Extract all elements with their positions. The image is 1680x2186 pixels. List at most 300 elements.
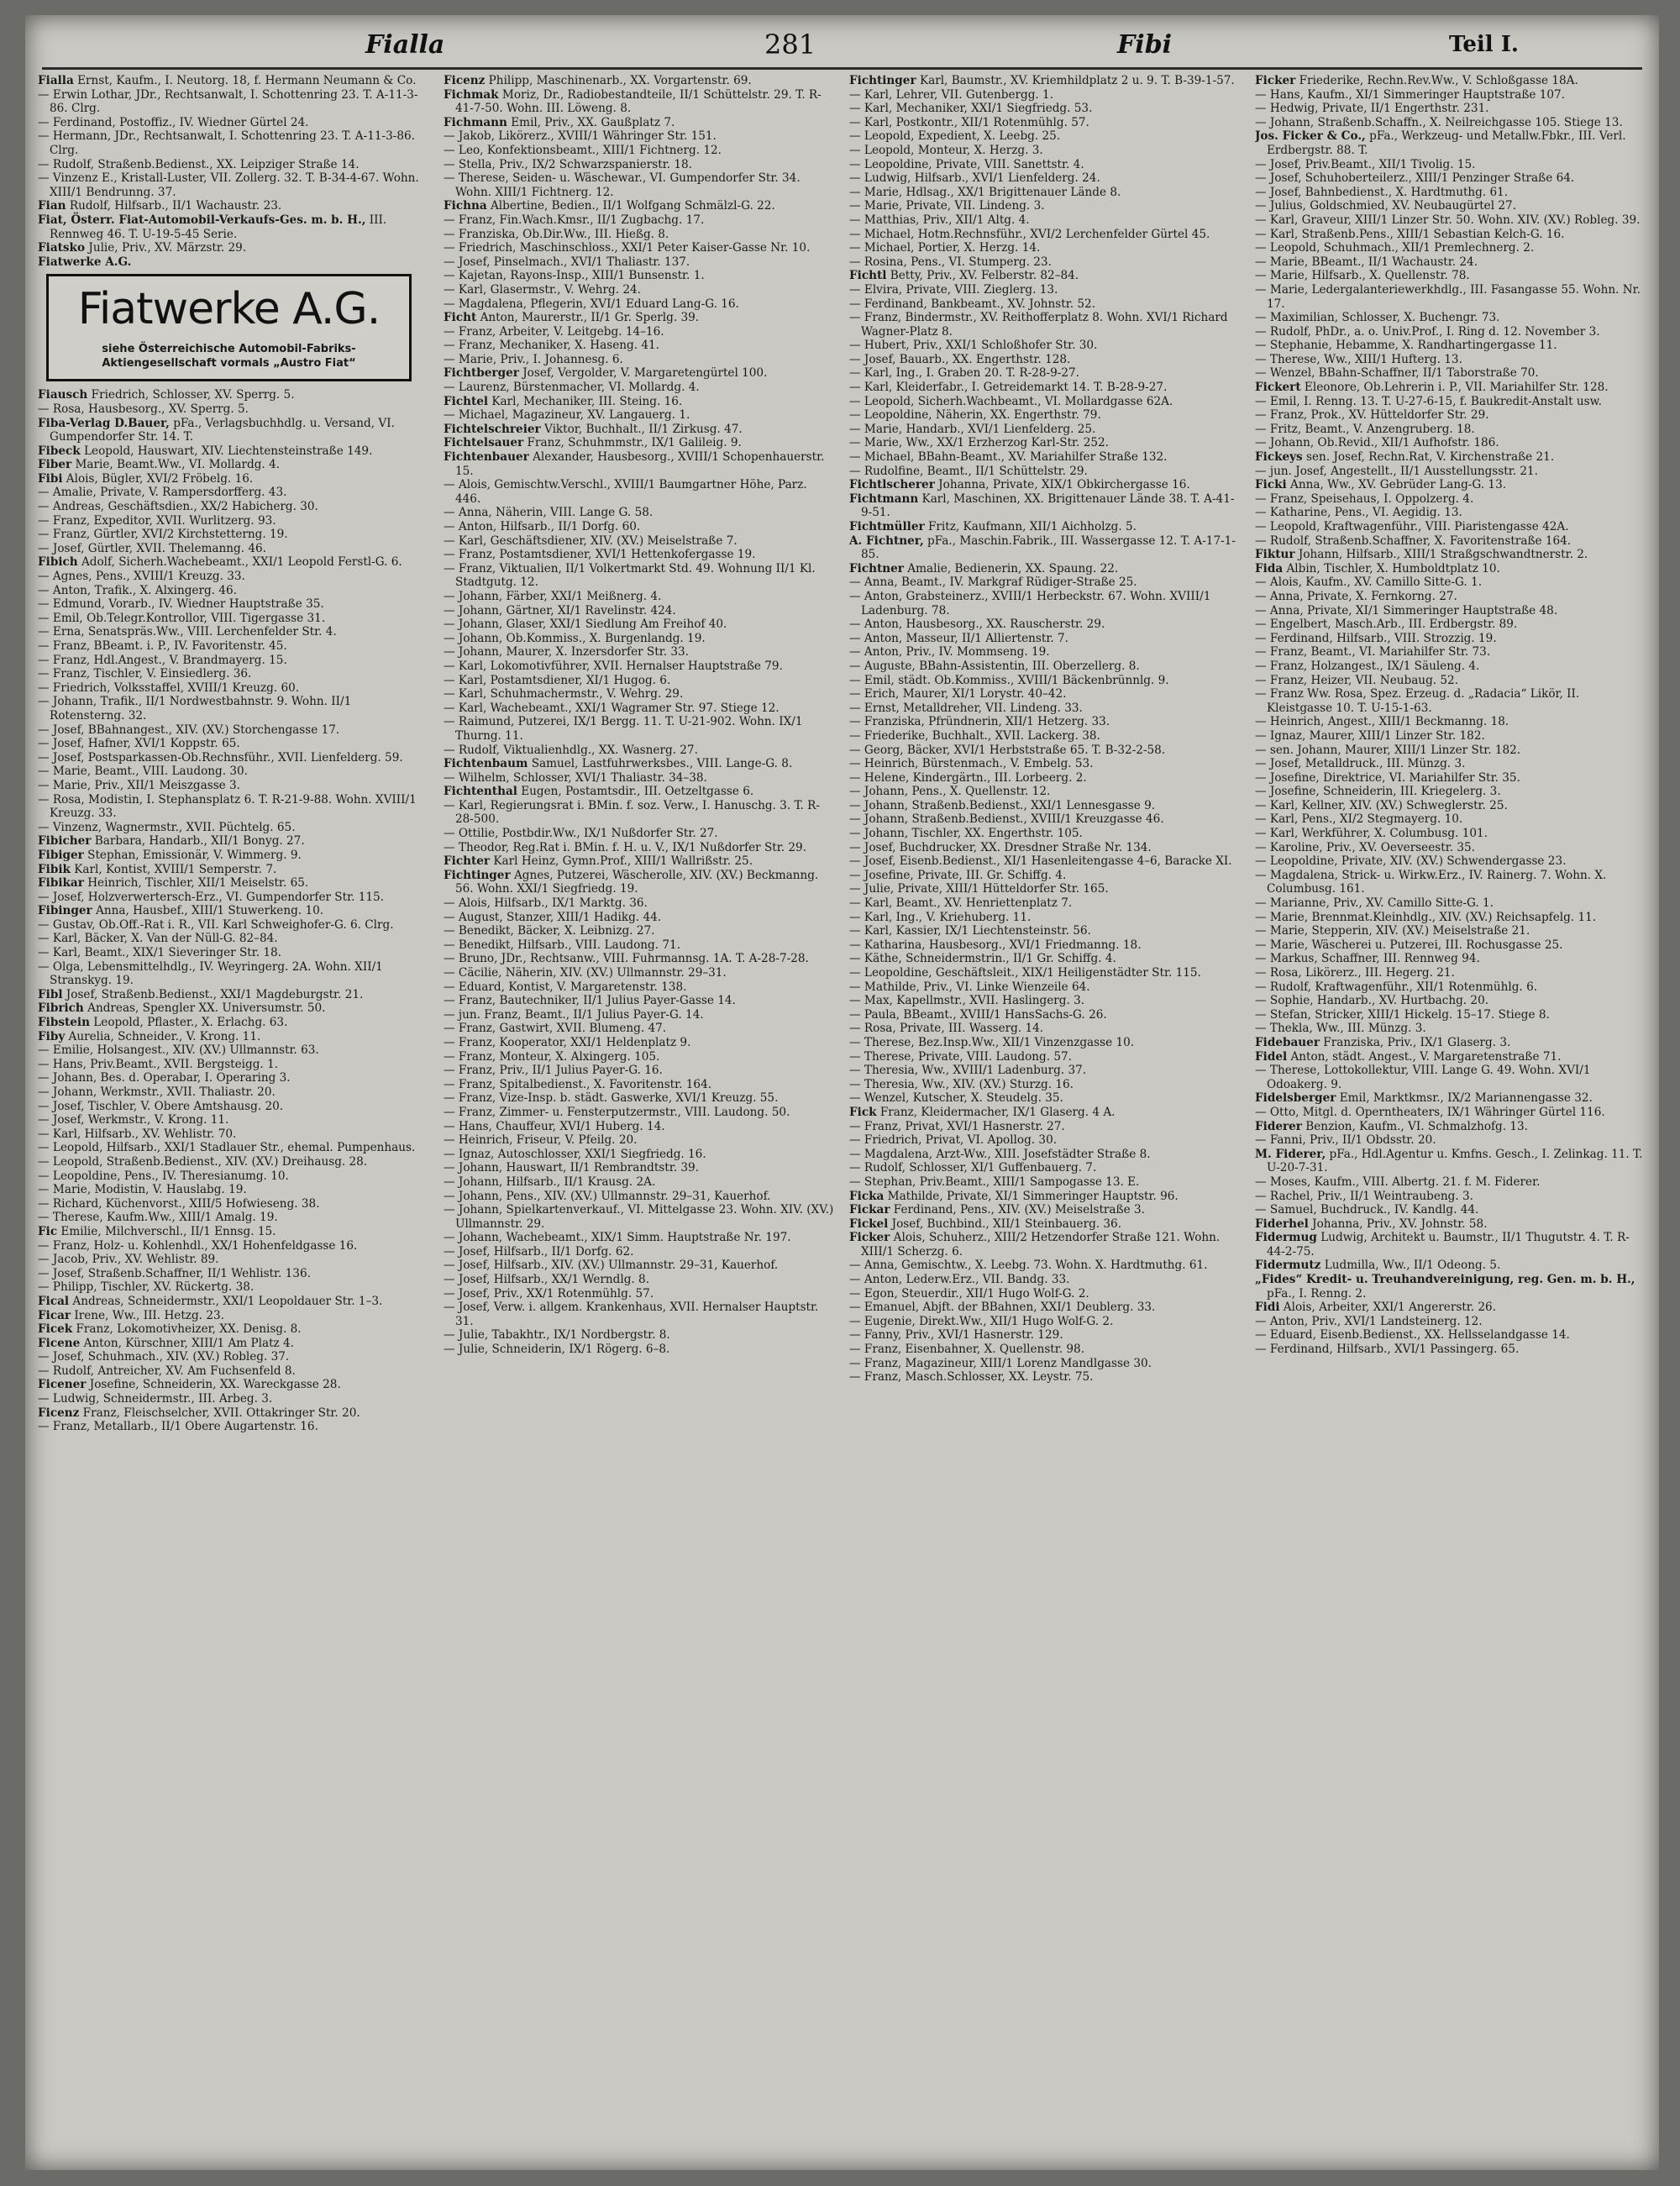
directory-entry	[1255, 1203, 1646, 1217]
directory-entry	[1255, 729, 1646, 744]
entry-details: Franz, Fleischselcher, XVII. Ottakringer Str. 20.	[79, 1406, 360, 1420]
entry-surname: Fidermug	[1255, 1231, 1317, 1245]
directory-entry	[38, 793, 428, 821]
directory-entry	[444, 659, 834, 674]
directory-entry	[38, 1406, 428, 1421]
directory-entry	[444, 687, 834, 702]
entry-details: — Raimund, Putzerei, IX/1 Bergg. 11. T. U-21-902. Wohn. IX/1 Thurng. 11.	[444, 715, 803, 743]
directory-entry	[444, 785, 834, 799]
entry-surname: Fidebauer	[1255, 1035, 1320, 1049]
entry-surname: Fichtenbaum	[444, 757, 528, 771]
entry-details: Rudolf, Hilfsarb., II/1 Wachaustr. 23.	[66, 199, 282, 213]
directory-entry	[849, 465, 1240, 479]
entry-surname: Fichtinger	[444, 868, 511, 882]
entry-surname: Fibik	[38, 862, 71, 876]
entry-details: — Rudolf, Straßenb.Schaffner, X. Favoritenstraße 164.	[1255, 533, 1572, 548]
entry-details: Irene, Ww., III. Hetzg. 23.	[71, 1308, 224, 1322]
entry-surname: Fickel	[849, 1216, 889, 1231]
directory-entry	[1255, 1106, 1646, 1120]
directory-entry	[1255, 1190, 1646, 1204]
entry-surname: Fichtelschreier	[444, 422, 541, 436]
directory-entry	[38, 1169, 428, 1184]
entry-details: — Ludwig, Schneidermstr., III. Arbeg. 3.	[38, 1392, 273, 1406]
directory-entry	[849, 1343, 1240, 1357]
entry-details: Emilie, Milchverschl., II/1 Ennsg. 15.	[57, 1224, 276, 1238]
entry-details: Ferdinand, Pens., XIV. (XV.) Meiselstraße 3.	[890, 1203, 1145, 1217]
entry-details: Albin, Tischler, X. Humboldtplatz 10.	[1283, 561, 1500, 575]
entry-details: — Leopold, Straßenb.Bedienst., XIV. (XV.) Dreihausg. 28.	[38, 1154, 368, 1169]
advertisement-box	[46, 274, 412, 381]
entry-surname: Fibeck	[38, 444, 81, 458]
entry-details: — Therese, Private, VIII. Laudong. 57.	[849, 1049, 1072, 1064]
entry-details: — Michael, BBahn-Beamt., XV. Mariahilfer Straße 132.	[849, 450, 1168, 465]
directory-entry	[444, 1161, 834, 1175]
directory-entry	[38, 834, 428, 849]
entry-details: — Johann, Gärtner, XI/1 Ravelinstr. 424.	[444, 603, 676, 617]
directory-entry	[38, 891, 428, 905]
entry-details: Johann, Hilfsarb., XIII/1 Straßgschwandtnerstr. 2.	[1294, 548, 1588, 562]
entry-details: — Karl, Beamt., XIX/1 Sieveringer Str. 18.	[38, 946, 282, 960]
entry-details: — Rudolf, PhDr., a. o. Univ.Prof., I. Ring d. 12. November 3.	[1255, 324, 1600, 339]
entry-details: — Marie, Ledergalanteriewerkhdlg., III. Fasangasse 55. Wohn. Nr. 17.	[1255, 282, 1641, 311]
entry-details: — Rosa, Private, III. Wasserg. 14.	[849, 1022, 1044, 1036]
directory-entry	[38, 528, 428, 542]
directory-entry	[849, 366, 1240, 381]
entry-details: — Rudolfine, Beamt., II/1 Schüttelstr. 29.	[849, 464, 1088, 478]
entry-details: — Therese, Seiden- u. Wäschewar., VI. Gumpendorfer Str. 34. Wohn. XIII/1 Fichtnerg. 12.	[444, 171, 801, 199]
directory-entry	[444, 506, 834, 520]
directory-entry	[38, 863, 428, 877]
directory-entry	[1255, 952, 1646, 966]
directory-entry	[1255, 436, 1646, 450]
directory-entry	[38, 241, 428, 255]
directory-entry	[849, 1008, 1240, 1022]
directory-entry	[1255, 520, 1646, 534]
entry-details: — Rudolf, Straßenb.Bedienst., XX. Leipziger Straße 14.	[38, 157, 360, 171]
directory-entry	[444, 757, 834, 771]
directory-entry	[849, 562, 1240, 576]
directory-entry	[1255, 116, 1646, 130]
directory-entry	[849, 785, 1240, 799]
directory-entry	[444, 1133, 834, 1148]
entry-details: — Josef, Straßenb.Schaffner, II/1 Wehlistr. 136.	[38, 1266, 311, 1280]
entry-details: — Leo, Konfektionsbeamt., XIII/1 Fichtnerg. 12.	[444, 143, 722, 157]
directory-entry	[849, 882, 1240, 896]
directory-entry	[849, 213, 1240, 228]
directory-entry	[1255, 1036, 1646, 1050]
directory-entry	[849, 1148, 1240, 1162]
directory-entry	[1255, 659, 1646, 674]
entry-details: — Karl, Lehrer, VII. Gutenbergg. 1.	[849, 87, 1054, 102]
entry-details: — Karl, Lokomotivführer, XVII. Hernalser Hauptstraße 79.	[444, 659, 783, 673]
entry-details: — Katharine, Pens., VI. Aegidig. 13.	[1255, 506, 1462, 520]
entry-details: — Josef, Priv., XX/1 Rotenmühlg. 57.	[444, 1286, 654, 1301]
directory-entry	[849, 534, 1240, 562]
directory-entry	[444, 436, 834, 450]
entry-details: — Stephanie, Hebamme, X. Randhartingergasse 11.	[1255, 339, 1557, 353]
directory-entry	[444, 980, 834, 995]
entry-surname: Ficka	[849, 1189, 885, 1203]
entry-details: — Auguste, BBahn-Assistentin, III. Oberzellerg. 8.	[849, 659, 1140, 673]
entry-details: — Emanuel, Abjft. der BBahnen, XXI/1 Deublerg. 33.	[849, 1301, 1156, 1315]
directory-entry	[849, 436, 1240, 450]
directory-entry	[444, 744, 834, 758]
directory-page	[25, 15, 1659, 2170]
directory-entry	[38, 918, 428, 933]
entry-details: — Franz, Mechaniker, X. Haseng. 41.	[444, 339, 659, 353]
entry-details: — Josef, Postsparkassen-Ob.Rechnsführ., XVII. Lienfelderg. 59.	[38, 750, 403, 765]
entry-details: — Emil, städt. Ob.Kommiss., XVIII/1 Bäckenbrünnlg. 9.	[849, 673, 1169, 687]
entry-details: — Marie, Brennmat.Kleinhdlg., XIV. (XV.) Reichsapfelg. 11.	[1255, 910, 1597, 924]
entry-details: — Maximilian, Schlosser, X. Buchengr. 73.	[1255, 311, 1500, 325]
entry-details: — Josef, Metalldruck., III. Münzg. 3.	[1255, 757, 1466, 771]
entry-details: Ludwig, Architekt u. Baumstr., II/1 Thugutstr. 4. T. R-44-2-75.	[1267, 1231, 1630, 1259]
directory-entry	[444, 1022, 834, 1036]
directory-entry	[444, 1245, 834, 1259]
directory-entry	[444, 1175, 834, 1190]
entry-details: — Johann, Ob.Kommiss., X. Burgenlandg. 19.	[444, 631, 706, 645]
entry-details: — Eugenie, Direkt.Ww., XII/1 Hugo Wolf-G. 2.	[849, 1314, 1114, 1328]
entry-details: — Anton, Hilfsarb., II/1 Dorfg. 60.	[444, 520, 641, 533]
entry-details: — Leopold, Sicherh.Wachbeamt., VI. Mollardgasse 62A.	[849, 394, 1173, 408]
entry-surname: Fichter	[444, 854, 491, 869]
directory-entry	[849, 911, 1240, 925]
entry-surname: Fiderhel	[1255, 1216, 1309, 1231]
entry-details: — Benedikt, Hilfsarb., VIII. Laudong. 71.	[444, 938, 681, 952]
entry-details: — Heinrich, Friseur, V. Pfeilg. 20.	[444, 1133, 638, 1148]
directory-entry	[1255, 408, 1646, 423]
entry-details: — Anton, Priv., IV. Mommseng. 19.	[849, 645, 1050, 659]
directory-entry	[444, 1120, 834, 1134]
entry-details: — Marie, Hdlsag., XX/1 Brigittenauer Lände 8.	[849, 185, 1121, 199]
entry-details: — Agnes, Pens., XVIII/1 Kreuzg. 33.	[38, 570, 245, 584]
directory-entry	[444, 395, 834, 409]
directory-entry	[1255, 1175, 1646, 1190]
directory-entry	[38, 1309, 428, 1323]
entry-details: — Julius, Goldschmied, XV. Neubaugürtel 27.	[1255, 199, 1517, 213]
entry-details: — Stephan, Priv.Beamt., XIII/1 Sampogasse 13. E.	[849, 1174, 1140, 1189]
entry-details: — Karl, Postamtsdiener, XI/1 Hugog. 6.	[444, 673, 671, 687]
entry-details: Josefine, Schneiderin, XX. Wareckgasse 28.	[86, 1378, 341, 1392]
entry-details: — Max, Kapellmstr., XVII. Haslingerg. 3.	[849, 994, 1085, 1008]
directory-entry	[38, 1141, 428, 1155]
entry-surname: Ficker	[1255, 74, 1296, 87]
directory-entry	[849, 1287, 1240, 1301]
entry-details: — Rudolf, Antreicher, XV. Am Fuchsenfeld 8.	[38, 1364, 296, 1378]
entry-details: — Leopoldine, Geschäftsleit., XIX/1 Heiligenstädter Str. 115.	[849, 966, 1201, 980]
entry-details: Eleonore, Ob.Lehrerin i. P., VII. Mariahilfer Str. 128.	[1300, 381, 1609, 395]
entry-details: — Theresia, Ww., XIV. (XV.) Sturzg. 16.	[849, 1077, 1074, 1091]
directory-entry	[1255, 74, 1646, 88]
directory-entry	[1255, 1050, 1646, 1064]
directory-entry	[38, 751, 428, 765]
directory-entry	[1255, 757, 1646, 771]
directory-entry	[1255, 854, 1646, 869]
directory-entry	[1255, 687, 1646, 715]
directory-entry	[849, 1120, 1240, 1134]
entry-details: — Franz, Arbeiter, V. Leitgebg. 14–16.	[444, 324, 664, 339]
column-1-bottom-entries	[38, 388, 428, 1434]
directory-entry	[444, 478, 834, 506]
entry-details: — Franz, Speisehaus, I. Oppolzerg. 4.	[1255, 491, 1474, 506]
directory-entry	[38, 681, 428, 696]
entry-surname: Ficki	[1255, 478, 1287, 492]
column-1-top-entries	[38, 74, 428, 269]
entry-details: — Karl, Kleiderfabr., I. Getreidemarkt 14. T. B-28-9-27.	[849, 381, 1168, 395]
entry-details: Albertine, Bedien., II/1 Wolfgang Schmälzl-G. 22.	[486, 199, 775, 213]
entry-details: — Franz, Spitalbedienst., X. Favoritenstr. 164.	[444, 1077, 712, 1091]
directory-entry	[444, 952, 834, 966]
entry-surname: Fichtenbauer	[444, 450, 529, 465]
entry-details: — Ignaz, Maurer, XIII/1 Linzer Str. 182.	[1255, 728, 1485, 743]
entry-details: — Josef, Holzverwertersch-Erz., VI. Gumpendorfer Str. 115.	[38, 890, 384, 904]
entry-details: — August, Stanzer, XIII/1 Hadikg. 44.	[444, 910, 662, 924]
directory-entry	[1255, 465, 1646, 479]
entry-details: — Andreas, Geschäftsdien., XX/2 Habicherg. 30.	[38, 500, 318, 514]
entry-details: — Moses, Kaufm., VIII. Albertg. 21. f. M. Fiderer.	[1255, 1174, 1541, 1189]
directory-entry	[849, 520, 1240, 534]
entry-details: — Gustav, Ob.Off.-Rat i. R., VII. Karl Schweighofer-G. 6. Clrg.	[38, 917, 394, 932]
entry-details: — Josef, Werkmstr., V. Krong. 11.	[38, 1113, 229, 1127]
directory-entry	[1255, 869, 1646, 896]
directory-entry	[849, 896, 1240, 911]
entry-details: — Ferdinand, Hilfsarb., XVI/1 Passingerg. 65.	[1255, 1343, 1520, 1357]
directory-entry	[1255, 255, 1646, 270]
entry-details: — Franz, Privat, XVI/1 Hasnerstr. 27.	[849, 1119, 1065, 1133]
directory-entry	[38, 946, 428, 960]
directory-entry	[849, 687, 1240, 702]
entry-details: — Therese, Ww., XIII/1 Hufterg. 13.	[1255, 352, 1462, 366]
entry-details: — Karl, Ing., I. Graben 20. T. R-28-9-27.	[849, 366, 1079, 381]
directory-entry	[1255, 158, 1646, 172]
entry-details: Samuel, Lastfuhrwerksbes., VIII. Lange-G. 8.	[528, 757, 793, 771]
directory-entry	[1255, 632, 1646, 646]
directory-entry	[38, 654, 428, 668]
directory-entry	[444, 325, 834, 339]
entry-details: Agnes, Putzerei, Wäscherolle, XIV. (XV.) Beckmanng. 56. Wohn. XXI/1 Siegfriedg. 19.	[455, 868, 819, 896]
entry-surname: Fichtinger	[849, 74, 916, 87]
entry-details: — Wilhelm, Schlosser, XVI/1 Thaliastr. 34–38.	[444, 770, 707, 785]
header-part-label: Teil I.	[1449, 32, 1519, 57]
directory-entry	[38, 1183, 428, 1197]
header-right-keyword: Fibi	[1117, 30, 1173, 60]
entry-details: — Georg, Bäcker, XVI/1 Herbststraße 65. T. B-32-2-58.	[849, 743, 1166, 757]
directory-entry	[1255, 1091, 1646, 1106]
entry-details: — Friedrich, Volksstaffel, XVIII/1 Kreuzg. 60.	[38, 680, 300, 695]
directory-entry	[849, 311, 1240, 339]
entry-details: — Josef, Hilfsarb., XIV. (XV.) Ullmannstr. 29–31, Kauerhof.	[444, 1259, 779, 1273]
directory-entry	[444, 1036, 834, 1050]
column-4-entries	[1255, 74, 1646, 1357]
entry-details: — Johann, Trafik., II/1 Nordwestbahnstr. 9. Wohn. II/1 Rotensterng. 32.	[38, 695, 352, 723]
directory-entry	[444, 632, 834, 646]
directory-entry	[444, 129, 834, 144]
directory-entry	[849, 228, 1240, 242]
entry-details: Johanna, Priv., XV. Johnstr. 58.	[1308, 1216, 1488, 1231]
header-left-keyword: Fialla	[365, 30, 445, 60]
entry-details: — Leopold, Kraftwagenführ., VIII. Piaristengasse 42A.	[1255, 520, 1569, 533]
directory-entry	[38, 1016, 428, 1030]
entry-details: — Franz, BBeamt. i. P., IV. Favoritenstr. 45.	[38, 639, 287, 653]
entry-details: — Engelbert, Masch.Arb., III. Erdbergstr. 89.	[1255, 617, 1518, 632]
entry-details: — Marie, Handarb., XVI/1 Lienfelderg. 25.	[849, 422, 1096, 436]
directory-entry	[444, 1259, 834, 1273]
entry-details: — Therese, Bez.Insp.Ww., XII/1 Vinzenzgasse 10.	[849, 1035, 1135, 1049]
entry-surname: Fiausch	[38, 388, 88, 402]
entry-surname: Fichtmüller	[849, 520, 925, 533]
directory-entry	[444, 171, 834, 199]
directory-entry	[1255, 785, 1646, 799]
entry-details: Anton, Maurerstr., II/1 Gr. Sperlg. 39.	[476, 311, 700, 325]
entry-details: — Johann, Spielkartenverkauf., VI. Mittelgasse 23. Wohn. XIV. (XV.) Ullmannstr. 29.	[444, 1203, 834, 1231]
directory-entry	[444, 590, 834, 604]
directory-entry	[849, 1203, 1240, 1217]
entry-details: — Anna, Näherin, VIII. Lange G. 58.	[444, 506, 654, 520]
entry-surname: Fichtl	[849, 269, 887, 283]
directory-entry	[444, 1231, 834, 1245]
entry-details: — Sophie, Handarb., XV. Hurtbachg. 20.	[1255, 994, 1489, 1008]
directory-entry	[38, 876, 428, 891]
entry-details: — Marie, Ww., XX/1 Erzherzog Karl-Str. 252.	[849, 436, 1109, 450]
directory-entry	[849, 590, 1240, 617]
entry-details: — Josef, Bahnbedienst., X. Hardtmuthg. 61.	[1255, 185, 1509, 199]
entry-details: — Stefan, Stricker, XIII/1 Hickelg. 15–17. Stiege 8.	[1255, 1007, 1550, 1022]
directory-entry	[849, 339, 1240, 353]
entry-details: — Anton, Trafik., X. Alxingerg. 46.	[38, 583, 237, 597]
directory-entry	[849, 158, 1240, 172]
directory-entry	[849, 297, 1240, 312]
entry-details: — Vinzenz E., Kristall-Luster, VII. Zollerg. 32. T. B-34-4-67. Wohn. XIII/1 Bendrunng. 37.	[38, 171, 419, 199]
entry-details: Alexander, Hausbesorg., XVIII/1 Schopenhauerstr. 15.	[455, 450, 825, 478]
directory-entry	[444, 423, 834, 437]
entry-details: sen. Josef, Rechn.Rat, V. Kirchenstraße 21.	[1302, 450, 1555, 465]
entry-details: — Wenzel, BBahn-Schaffner, II/1 Taborstraße 70.	[1255, 366, 1539, 381]
entry-details: — Karl, Werkführer, X. Columbusg. 101.	[1255, 827, 1488, 841]
entry-details: — Johann, Pens., XIV. (XV.) Ullmannstr. 29–31, Kauerhof.	[444, 1189, 771, 1203]
directory-entry	[38, 1364, 428, 1379]
entry-details: Johanna, Private, XIX/1 Obkirchergasse 16.	[934, 478, 1190, 492]
entry-details: Karl, Mechaniker, III. Steing. 16.	[488, 394, 683, 408]
entry-details: Josef, Vergolder, V. Margaretengürtel 100.	[518, 366, 768, 381]
directory-entry	[444, 869, 834, 896]
directory-entry	[849, 1064, 1240, 1078]
directory-entry	[444, 339, 834, 353]
entry-details: — Samuel, Buchdruck., IV. Kandlg. 44.	[1255, 1203, 1479, 1217]
directory-entry	[849, 1175, 1240, 1190]
directory-entry	[1255, 938, 1646, 953]
directory-entry	[849, 980, 1240, 995]
directory-entry	[1255, 994, 1646, 1008]
directory-entry	[38, 158, 428, 172]
entry-details: — Franz, Holzangest., IX/1 Säuleng. 4.	[1255, 659, 1480, 673]
page-number: 281	[764, 29, 816, 60]
entry-details: — Karl, Graveur, XIII/1 Linzer Str. 50. Wohn. XIV. (XV.) Robleg. 39.	[1255, 213, 1641, 227]
entry-details: — Benedikt, Bäcker, X. Leibnizg. 27.	[444, 924, 655, 938]
directory-entry	[444, 1343, 834, 1357]
entry-details: — Marie, Wäscherei u. Putzerei, III. Rochusgasse 25.	[1255, 938, 1563, 952]
entry-details: Marie, Beamt.Ww., VI. Mollardg. 4.	[71, 458, 281, 472]
directory-entry	[444, 158, 834, 172]
directory-entry	[444, 1190, 834, 1204]
entry-details: Benzion, Kaufm., VI. Schmalzhofg. 13.	[1301, 1119, 1529, 1133]
directory-entry	[849, 283, 1240, 297]
directory-entry	[849, 381, 1240, 395]
directory-entry	[849, 1328, 1240, 1343]
directory-entry	[849, 771, 1240, 786]
entry-details: — Rosa, Modistin, I. Stephansplatz 6. T. R-21-9-88. Wohn. XVIII/1 Kreuzg. 33.	[38, 792, 417, 821]
directory-entry	[38, 1280, 428, 1295]
directory-entry	[849, 757, 1240, 771]
entry-surname: Fian	[38, 199, 66, 213]
entry-details: III. Rennweg 46. T. U-19-5-45 Serie.	[50, 213, 387, 241]
directory-entry	[849, 1022, 1240, 1036]
entry-details: — Franz, Tischler, V. Einsiedlerg. 36.	[38, 667, 252, 681]
entry-details: — Karl, Mechaniker, XXI/1 Siegfriedg. 53.	[849, 102, 1093, 116]
entry-details: — Jakob, Likörerz., XVIII/1 Währinger Str. 151.	[444, 129, 717, 144]
entry-details: — Helene, Kindergärtn., III. Lorbeerg. 2.	[849, 770, 1087, 785]
directory-entry	[444, 283, 834, 297]
directory-entry	[849, 492, 1240, 520]
entry-details: Friedrich, Schlosser, XV. Sperrg. 5.	[87, 388, 295, 402]
entry-details: Franz, Lokomotivheizer, XX. Denisg. 8.	[72, 1322, 302, 1337]
directory-entry	[1255, 171, 1646, 186]
entry-details: — Therese, Kaufm.Ww., XIII/1 Amalg. 19.	[38, 1211, 278, 1225]
directory-entry	[38, 1085, 428, 1100]
directory-entry	[444, 896, 834, 911]
entry-details: — Rosa, Likörerz., III. Hegerg. 21.	[1255, 966, 1455, 980]
directory-entry	[849, 1106, 1240, 1120]
entry-details: — Anton, Masseur, II/1 Alliertenstr. 7.	[849, 631, 1068, 645]
entry-details: — Olga, Lebensmittelhdlg., IV. Weyringerg. 2A. Wohn. XII/1 Stranskyg. 19.	[38, 959, 383, 988]
directory-entry	[38, 388, 428, 402]
directory-entry	[849, 1091, 1240, 1106]
entry-surname: Fidel	[1255, 1049, 1288, 1064]
entry-details: — jun. Josef, Angestellt., II/1 Ausstellungsstr. 21.	[1255, 464, 1538, 478]
directory-entry	[849, 924, 1240, 938]
columns	[38, 74, 1646, 2153]
directory-entry	[444, 604, 834, 618]
directory-entry	[1255, 213, 1646, 228]
entry-details: pFa., Maschin.Fabrik., III. Wassergasse 12. T. A-17-1-85.	[861, 533, 1236, 562]
entry-details: Anton, Kürschner, XIII/1 Am Platz 4.	[80, 1336, 294, 1350]
directory-entry	[849, 199, 1240, 213]
entry-details: — Hubert, Priv., XXI/1 Schloßhofer Str. 30.	[849, 339, 1098, 353]
directory-entry	[444, 144, 834, 158]
directory-entry	[444, 1328, 834, 1343]
entry-details: Mathilde, Private, XI/1 Simmeringer Hauptstr. 96.	[884, 1189, 1179, 1203]
entry-details: — Leopoldine, Private, XIV. (XV.) Schwendergasse 23.	[1255, 854, 1567, 869]
entry-details: — Paula, BBeamt., XVIII/1 HansSachs-G. 26.	[849, 1007, 1107, 1022]
entry-surname: Jos. Ficker & Co.,	[1255, 129, 1366, 144]
directory-entry	[849, 408, 1240, 423]
entry-details: — Johann, Werkmstr., XVII. Thaliastr. 20.	[38, 1085, 276, 1099]
directory-entry	[444, 1301, 834, 1328]
directory-entry	[1255, 88, 1646, 102]
entry-details: Karl Heinz, Gymn.Prof., XIII/1 Wallrißstr. 25.	[490, 854, 753, 869]
entry-details: Anna, Hausbef., XIII/1 Stuwerkeng. 10.	[92, 904, 324, 918]
directory-entry	[38, 1043, 428, 1058]
entry-details: — Karl, Glasermstr., V. Wehrg. 24.	[444, 282, 641, 297]
entry-details: — Josef, BBahnangest., XIV. (XV.) Storchengasse 17.	[38, 723, 340, 737]
entry-details: — Magdalena, Strick- u. Wirkw.Erz., IV. Rainerg. 7. Wohn. X. Columbusg. 161.	[1255, 868, 1607, 896]
entry-details: — Theodor, Reg.Rat i. BMin. f. H. u. V., IX/1 Nußdorfer Str. 29.	[444, 840, 807, 854]
entry-details: — Karoline, Priv., XV. Oeverseestr. 35.	[1255, 840, 1475, 854]
directory-entry	[849, 1161, 1240, 1175]
directory-entry	[1255, 1120, 1646, 1134]
entry-details: Anton, städt. Angest., V. Margaretenstraße 71.	[1287, 1049, 1562, 1064]
entry-details: — Franz Ww. Rosa, Spez. Erzeug. d. „Radacia“ Likör, II. Kleistgasse 10. T. U-15-1-63.	[1255, 687, 1580, 715]
entry-details: — Rudolf, Viktualienhdlg., XX. Wasnerg. 27.	[444, 743, 698, 757]
